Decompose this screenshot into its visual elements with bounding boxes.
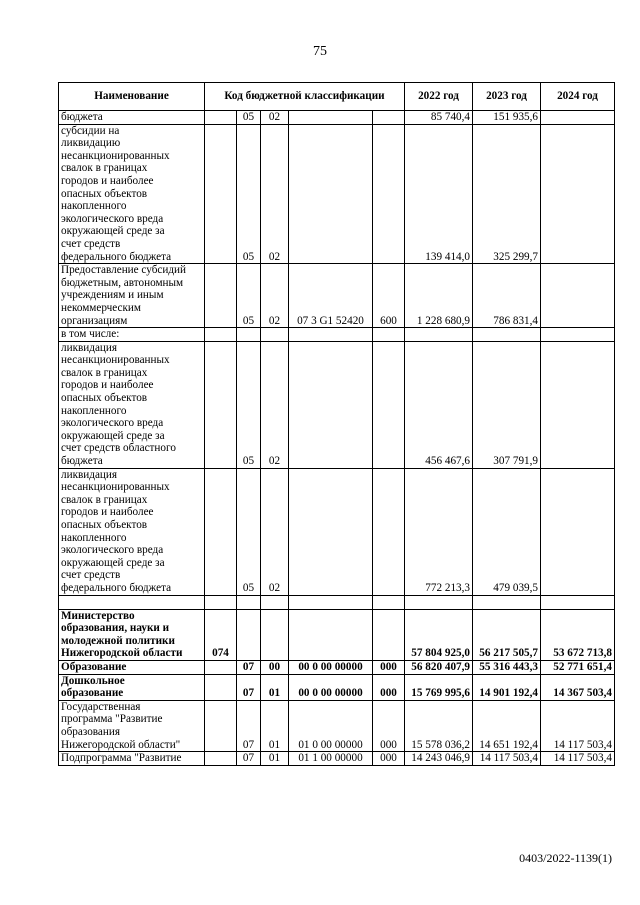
cell-section: 07: [237, 674, 261, 700]
cell-target-article: [289, 328, 373, 342]
cell-target-article: 00 0 00 00000: [289, 660, 373, 674]
cell-target-article: [289, 595, 373, 609]
cell-name: [59, 595, 205, 609]
cell-subsection: [261, 609, 289, 660]
cell-name: Дошкольное образование: [59, 674, 205, 700]
page-number: 75: [313, 44, 327, 59]
cell-ministry-code: 074: [205, 609, 237, 660]
cell-name: ликвидация несанкционированных свалок в границах городов и наиболее опасных объектов накопленного экологического вреда окружающей среде за счет средств федерального бюджета: [59, 468, 205, 595]
cell-subsection: 02: [261, 124, 289, 264]
cell-2024: 53 672 713,8: [541, 609, 615, 660]
cell-name: в том числе:: [59, 328, 205, 342]
cell-subsection: 02: [261, 111, 289, 125]
cell-name: бюджета: [59, 111, 205, 125]
cell-2023: 325 299,7: [473, 124, 541, 264]
table-row: [59, 700, 615, 751]
cell-2024: [541, 468, 615, 595]
cell-section: 05: [237, 124, 261, 264]
cell-expense-type: [373, 341, 405, 468]
cell-section: [237, 609, 261, 660]
header-2024: 2024 год: [541, 83, 615, 111]
cell-subsection: 01: [261, 674, 289, 700]
cell-target-article: 01 0 00 00000: [289, 700, 373, 751]
cell-2022: [405, 595, 473, 609]
cell-ministry-code: [205, 124, 237, 264]
cell-2022: 56 820 407,9: [405, 660, 473, 674]
cell-subsection: [261, 328, 289, 342]
cell-expense-type: [373, 468, 405, 595]
cell-2022: 139 414,0: [405, 124, 473, 264]
cell-ministry-code: [205, 468, 237, 595]
cell-name: ликвидация несанкционированных свалок в границах городов и наиболее опасных объектов накопленного экологического вреда окружающей среде за счет средств областного бюджета: [59, 341, 205, 468]
cell-ministry-code: [205, 111, 237, 125]
cell-subsection: [261, 595, 289, 609]
cell-section: 05: [237, 264, 261, 328]
cell-section: [237, 328, 261, 342]
cell-2022: 85 740,4: [405, 111, 473, 125]
cell-2022: 14 243 046,9: [405, 752, 473, 766]
table-row: [59, 341, 615, 468]
cell-target-article: [289, 468, 373, 595]
cell-target-article: [289, 111, 373, 125]
cell-subsection: 00: [261, 660, 289, 674]
table-row: [59, 111, 615, 125]
table-row: [59, 328, 615, 342]
cell-ministry-code: [205, 328, 237, 342]
cell-2023: 14 651 192,4: [473, 700, 541, 751]
cell-section: 07: [237, 660, 261, 674]
cell-2023: [473, 328, 541, 342]
table-row: [59, 468, 615, 595]
cell-target-article: [289, 609, 373, 660]
cell-name: Образование: [59, 660, 205, 674]
cell-section: [237, 595, 261, 609]
cell-2024: 52 771 651,4: [541, 660, 615, 674]
cell-2024: [541, 328, 615, 342]
cell-2023: 786 831,4: [473, 264, 541, 328]
table-row: [59, 660, 615, 674]
cell-ministry-code: [205, 660, 237, 674]
cell-expense-type: 000: [373, 752, 405, 766]
cell-subsection: 01: [261, 752, 289, 766]
cell-2024: 14 117 503,4: [541, 752, 615, 766]
cell-2023: 14 117 503,4: [473, 752, 541, 766]
cell-ministry-code: [205, 341, 237, 468]
cell-expense-type: [373, 595, 405, 609]
table-row: [59, 752, 615, 766]
table-header-row: [59, 83, 615, 111]
header-2023: 2023 год: [473, 83, 541, 111]
cell-2023: 55 316 443,3: [473, 660, 541, 674]
cell-ministry-code: [205, 264, 237, 328]
cell-subsection: 02: [261, 341, 289, 468]
cell-target-article: 00 0 00 00000: [289, 674, 373, 700]
cell-2024: [541, 264, 615, 328]
table-row: [59, 674, 615, 700]
cell-2024: [541, 111, 615, 125]
cell-2022: 57 804 925,0: [405, 609, 473, 660]
cell-target-article: [289, 124, 373, 264]
cell-2024: [541, 124, 615, 264]
cell-2024: 14 367 503,4: [541, 674, 615, 700]
cell-2022: 456 467,6: [405, 341, 473, 468]
header-2022: 2022 год: [405, 83, 473, 111]
cell-2022: 772 213,3: [405, 468, 473, 595]
cell-section: 05: [237, 341, 261, 468]
table-row: [59, 609, 615, 660]
cell-subsection: 02: [261, 468, 289, 595]
cell-target-article: 01 1 00 00000: [289, 752, 373, 766]
cell-expense-type: 000: [373, 700, 405, 751]
cell-2024: [541, 341, 615, 468]
cell-ministry-code: [205, 752, 237, 766]
cell-2022: 15 578 036,2: [405, 700, 473, 751]
cell-expense-type: [373, 124, 405, 264]
cell-section: 05: [237, 468, 261, 595]
cell-section: 05: [237, 111, 261, 125]
header-code: Код бюджетной классификации: [205, 83, 405, 111]
cell-2022: [405, 328, 473, 342]
cell-expense-type: 000: [373, 674, 405, 700]
table-row: [59, 595, 615, 609]
cell-expense-type: [373, 328, 405, 342]
table-row: [59, 124, 615, 264]
table-row: [59, 264, 615, 328]
cell-2024: 14 117 503,4: [541, 700, 615, 751]
cell-2023: 56 217 505,7: [473, 609, 541, 660]
header-name: Наименование: [59, 83, 205, 111]
budget-table: [58, 82, 615, 766]
cell-subsection: 02: [261, 264, 289, 328]
cell-ministry-code: [205, 595, 237, 609]
document-code: 0403/2022-1139(1): [519, 851, 612, 865]
cell-name: Министерство образования, науки и молодежной политики Нижегородской области: [59, 609, 205, 660]
cell-2024: [541, 595, 615, 609]
cell-2023: 151 935,6: [473, 111, 541, 125]
cell-ministry-code: [205, 700, 237, 751]
cell-expense-type: [373, 111, 405, 125]
cell-section: 07: [237, 752, 261, 766]
cell-target-article: [289, 341, 373, 468]
cell-name: Предоставление субсидий бюджетным, автономным учреждениям и иным некоммерческим организациям: [59, 264, 205, 328]
cell-expense-type: 600: [373, 264, 405, 328]
cell-2023: 14 901 192,4: [473, 674, 541, 700]
cell-name: Государственная программа "Развитие образования Нижегородской области": [59, 700, 205, 751]
cell-2023: [473, 595, 541, 609]
cell-name: субсидии на ликвидацию несанкционированных свалок в границах городов и наиболее опасных объектов накопленного экологического вреда окружающей среде за счет средств федерального бюджета: [59, 124, 205, 264]
cell-2023: 479 039,5: [473, 468, 541, 595]
cell-ministry-code: [205, 674, 237, 700]
cell-section: 07: [237, 700, 261, 751]
cell-target-article: 07 3 G1 52420: [289, 264, 373, 328]
cell-2023: 307 791,9: [473, 341, 541, 468]
cell-expense-type: 000: [373, 660, 405, 674]
cell-2022: 1 228 680,9: [405, 264, 473, 328]
cell-subsection: 01: [261, 700, 289, 751]
cell-name: Подпрограмма "Развитие: [59, 752, 205, 766]
cell-2022: 15 769 995,6: [405, 674, 473, 700]
cell-expense-type: [373, 609, 405, 660]
